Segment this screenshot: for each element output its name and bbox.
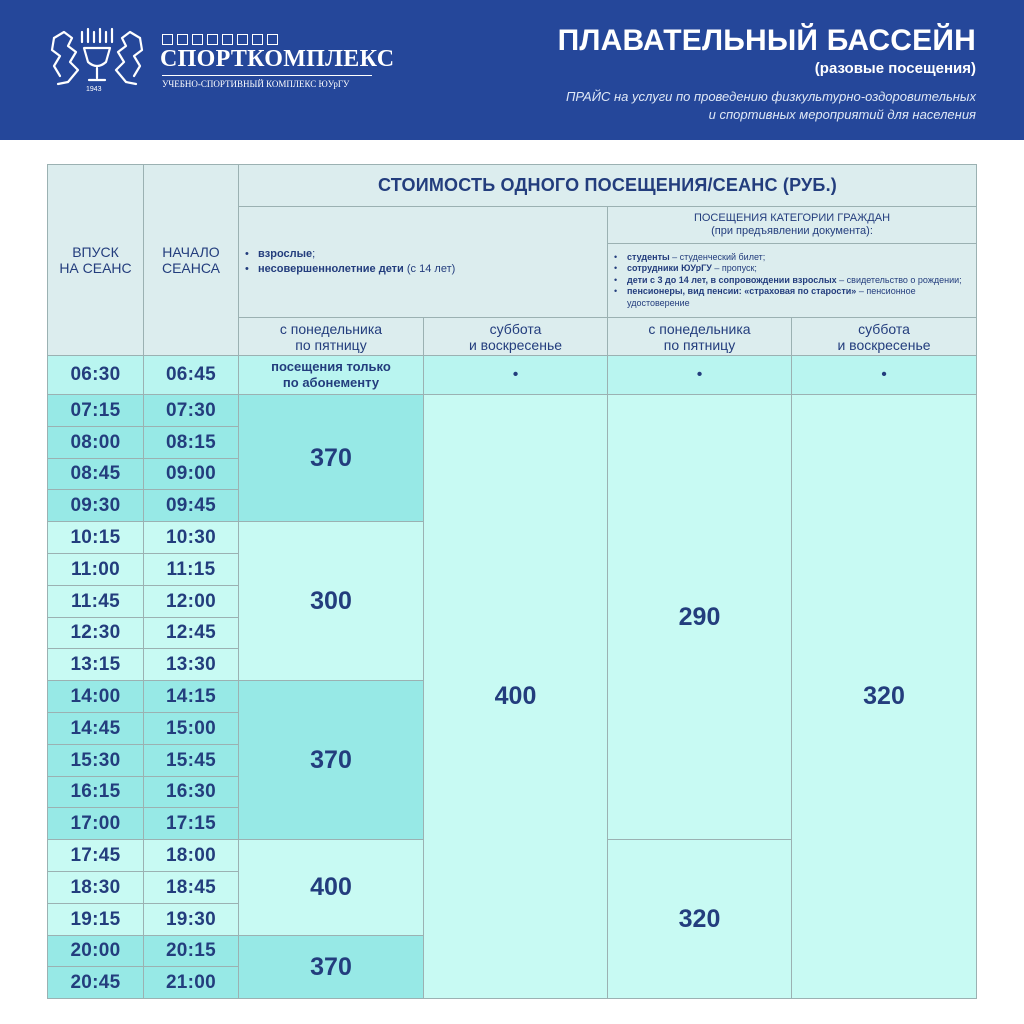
bullet-marker: • — [423, 355, 608, 395]
page-description — [436, 88, 976, 124]
brand-subtitle: УЧЕБНО-СПОРТИВНЫЙ КОМПЛЕКС ЮУрГУ — [162, 79, 350, 89]
session-start-time: 16:30 — [143, 776, 239, 808]
start-header-line-1: НАЧАЛО — [162, 244, 220, 260]
session-start-time: 11:15 — [143, 553, 239, 586]
entry-time: 11:00 — [47, 553, 144, 586]
description-line-2: и спортивных мероприятий для населения — [708, 107, 976, 122]
entry-time: 12:30 — [47, 617, 144, 649]
entry-time: 20:45 — [47, 966, 144, 999]
entry-time: 08:45 — [47, 458, 144, 490]
sport-icon-6 — [237, 34, 248, 45]
adult-group-description — [238, 206, 608, 318]
category-weekday-price: 290 — [607, 394, 792, 840]
column-header-entry — [47, 164, 144, 356]
adult-item: • взрослые; — [245, 247, 455, 262]
session-start-time: 15:45 — [143, 744, 239, 777]
session-start-time: 08:15 — [143, 426, 239, 459]
category-group-description — [607, 243, 977, 318]
sport-icon-3 — [192, 34, 203, 45]
session-start-time: 12:45 — [143, 617, 239, 649]
entry-time: 08:00 — [47, 426, 144, 459]
page-header — [0, 0, 1024, 140]
sport-icon-8 — [267, 34, 278, 45]
adult-group-list — [239, 247, 455, 277]
entry-time: 07:15 — [47, 394, 144, 427]
session-start-time: 20:15 — [143, 935, 239, 967]
first-row-start-time: 06:45 — [143, 355, 239, 395]
sport-icon-2 — [177, 34, 188, 45]
adult-weekend-price: 400 — [423, 394, 608, 999]
entry-time: 18:30 — [47, 871, 144, 904]
adult-item: • несовершеннолетние дети (с 14 лет) — [245, 262, 455, 277]
category-list — [608, 252, 976, 310]
entry-time: 19:15 — [47, 903, 144, 936]
session-start-time: 18:45 — [143, 871, 239, 904]
brand-divider — [162, 75, 372, 76]
sport-icon-7 — [252, 34, 263, 45]
entry-time: 13:15 — [47, 648, 144, 681]
session-start-time: 13:30 — [143, 648, 239, 681]
entry-header-line-2: НА СЕАНС — [59, 260, 132, 276]
category-weekend-price: 320 — [791, 394, 977, 999]
entry-time: 17:45 — [47, 839, 144, 872]
session-start-time: 12:00 — [143, 585, 239, 618]
first-row-entry-time: 06:30 — [47, 355, 144, 395]
column-header-start — [143, 164, 239, 356]
entry-time: 16:15 — [47, 776, 144, 808]
session-start-time: 17:15 — [143, 807, 239, 840]
entry-time: 15:30 — [47, 744, 144, 777]
session-start-time: 09:00 — [143, 458, 239, 490]
logo-year: 1943 — [86, 86, 102, 93]
sport-icon-1 — [162, 34, 173, 45]
adult-weekday-header: с понедельника по пятницу — [238, 317, 424, 356]
entry-time: 20:00 — [47, 935, 144, 967]
category-item: • пенсионеры, вид пенсии: «страховая по старости» – пенсионное удостоверение — [614, 286, 968, 309]
adult-weekend-header: суббота и воскресенье — [423, 317, 608, 356]
entry-time: 14:00 — [47, 680, 144, 713]
category-item: • студенты – студенческий билет; — [614, 252, 968, 264]
session-start-time: 10:30 — [143, 521, 239, 554]
subscription-only-note: посещения только по абонементу — [238, 355, 424, 395]
bullet-marker: • — [607, 355, 792, 395]
category-weekday-header: с понедельника по пятницу — [607, 317, 792, 356]
start-header-line-2: СЕАНСА — [161, 260, 221, 276]
entry-time: 11:45 — [47, 585, 144, 618]
entry-time: 17:00 — [47, 807, 144, 840]
category-item: • дети с 3 до 14 лет, в сопровождении взрослых – свидетельство о рождении; — [614, 275, 968, 287]
adult-weekday-price: 400 — [238, 839, 424, 936]
page-title: ПЛАВАТЕЛЬНЫЙ БАССЕЙН — [557, 24, 976, 57]
category-group-header — [607, 206, 977, 244]
adult-weekday-price: 370 — [238, 935, 424, 999]
session-start-time: 21:00 — [143, 966, 239, 999]
entry-header-line-1: ВПУСК — [72, 244, 119, 260]
adult-weekday-price: 300 — [238, 521, 424, 681]
session-start-time: 14:15 — [143, 680, 239, 713]
adult-weekday-price: 370 — [238, 394, 424, 522]
description-line-1: ПРАЙС на услуги по проведению физкультурно-оздоровительных — [565, 89, 976, 104]
price-main-header: СТОИМОСТЬ ОДНОГО ПОСЕЩЕНИЯ/СЕАНС (РУБ.) — [238, 164, 977, 207]
session-start-time: 19:30 — [143, 903, 239, 936]
entry-time: 10:15 — [47, 521, 144, 554]
griffin-emblem-icon — [46, 26, 148, 94]
session-start-time: 09:45 — [143, 489, 239, 522]
session-start-time: 15:00 — [143, 712, 239, 745]
bullet-marker: • — [791, 355, 977, 395]
sport-icon-4 — [207, 34, 218, 45]
entry-time: 09:30 — [47, 489, 144, 522]
brand-name: СПОРТКОМПЛЕКС — [160, 46, 395, 72]
sport-icons-row — [162, 34, 278, 45]
adult-weekday-price: 370 — [238, 680, 424, 840]
category-header-line-2: (при предъявлении документа): — [711, 225, 873, 237]
category-weekday-price: 320 — [607, 839, 792, 999]
session-start-time: 18:00 — [143, 839, 239, 872]
sport-icon-5 — [222, 34, 233, 45]
category-header-line-1: ПОСЕЩЕНИЯ КАТЕГОРИИ ГРАЖДАН — [693, 212, 891, 224]
category-weekend-header: суббота и воскресенье — [791, 317, 977, 356]
session-start-time: 07:30 — [143, 394, 239, 427]
category-item: • сотрудники ЮУрГУ – пропуск; — [614, 263, 968, 275]
entry-time: 14:45 — [47, 712, 144, 745]
page-subtitle: (разовые посещения) — [814, 60, 976, 77]
